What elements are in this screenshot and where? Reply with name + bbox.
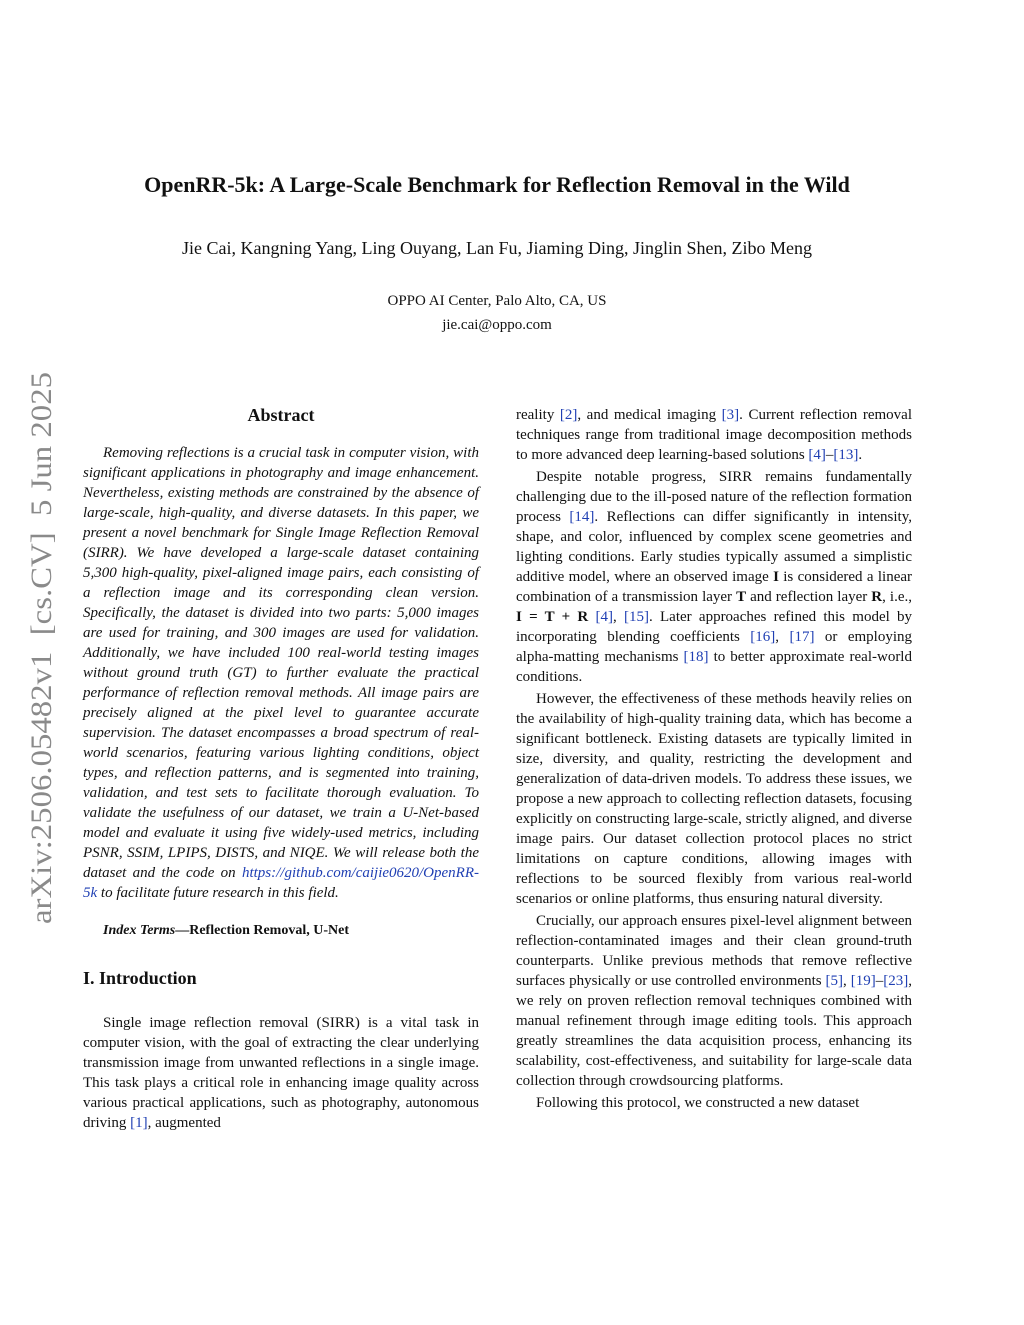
text-run: ,	[775, 629, 790, 645]
math-symbol-i: I	[773, 569, 779, 585]
intro-text-a: Single image reflection removal (SIRR) is a vital task in computer vision, with the goal of extracting the clear underlying transmission image from unwanted reflections in a single image. This task plays a critical role in enhancing image quality across various practical applications, such as photography, autonomous driving	[83, 1015, 479, 1131]
index-terms	[83, 921, 479, 941]
citation-link[interactable]: [17]	[789, 629, 815, 645]
index-terms-dash: —	[175, 923, 190, 938]
left-column	[83, 403, 479, 1133]
math-symbol-r: R	[871, 589, 883, 605]
paper-title: OpenRR-5k: A Large-Scale Benchmark for Reflection Removal in the Wild	[144, 172, 850, 197]
arxiv-sidebar-svg	[20, 368, 60, 928]
index-terms-value: Reflection Removal, U-Net	[189, 923, 349, 938]
citation-link[interactable]: [23]	[883, 973, 909, 989]
citation-link[interactable]: [14]	[569, 509, 595, 525]
text-run: is considered a linear combination of a transmission layer	[516, 569, 912, 605]
citation-link[interactable]: [3]	[721, 407, 740, 423]
text-run: to better approximate real-world conditions.	[516, 649, 912, 685]
right-column	[516, 405, 912, 1113]
citation-link[interactable]: [19]	[850, 973, 876, 989]
intro-paragraph	[83, 1013, 479, 1133]
abstract-heading: Abstract	[247, 405, 315, 425]
intro-text-b: , augmented	[147, 1115, 221, 1131]
citation-link[interactable]: [4]	[808, 447, 826, 463]
text-run: , and medical imaging	[577, 407, 722, 423]
math-equation: I = T + R	[516, 609, 589, 625]
text-run: –	[825, 447, 834, 463]
arxiv-sidebar-stamp	[20, 368, 60, 928]
text-run: , i.e.,	[882, 589, 912, 605]
abstract-text-end: to facilitate future research in this field.	[97, 885, 339, 901]
text-run: –	[875, 973, 884, 989]
right-paragraph-5: Following this protocol, we constructed a new dataset	[536, 1095, 860, 1111]
text-run: , we rely on proven reflection removal techniques combined with manual refinement through image editing tools. This approach greatly streamlines the data acquisition process, enhancing its scalability, cost-effectiveness, and suitability for large-scale data collection through crowdsourcing platforms.	[516, 973, 913, 1089]
right-paragraph-2	[516, 467, 912, 687]
affiliation: OPPO AI Center, Palo Alto, CA, US	[387, 293, 607, 309]
text-run	[588, 609, 595, 625]
citation-link[interactable]: [1]	[130, 1115, 148, 1131]
citation-link[interactable]: [4]	[595, 609, 613, 625]
citation-link[interactable]: [5]	[825, 973, 844, 989]
right-paragraph-3: However, the effectiveness of these methods heavily relies on the availability of high-quality training data, which has become a significant bottleneck. Existing datasets are typically limited in size, diversity, and quality, restricting the development and generalization of data-driven models. To address these issues, we propose a new approach to collecting reflection datasets, focusing explicitly on constructing large-scale, strictly aligned, and diverse image pairs. Our dataset collection protocol places no strict limitations on capture conditions, allowing images with reflections to be sourced flexibly from various real-world scenarios or online platforms, thus ensuring natural diversity.	[516, 691, 912, 907]
intro-heading: I. Introduction	[83, 968, 197, 988]
right-paragraph-4	[516, 911, 912, 1091]
citation-link[interactable]: [15]	[624, 609, 650, 625]
text-run: ,	[843, 973, 851, 989]
text-run: Crucially, our approach ensures pixel-level alignment between reflection-contaminated images and their clean ground-truth counterparts. Unlike previous methods that remove reflective surfaces physically or use controlled environments	[516, 913, 912, 989]
abstract-text	[83, 443, 479, 903]
text-run: .	[858, 447, 863, 463]
text-run: and reflection layer	[746, 589, 872, 605]
text-run: or employing alpha-matting mechanisms	[516, 629, 913, 665]
math-symbol-t: T	[736, 589, 747, 605]
text-run: Despite notable progress, SIRR remains fundamentally challenging due to the ill-posed nature of the reflection formation process	[516, 469, 912, 525]
affiliation-block	[60, 289, 934, 337]
index-terms-label: Index Terms	[103, 923, 176, 938]
right-paragraph-1	[516, 405, 912, 465]
citation-link[interactable]: [16]	[750, 629, 776, 645]
text-run: . Current reflection removal techniques range from traditional image decomposition methods to more advanced deep learning-based solutions	[516, 407, 912, 463]
author-list: Jie Cai, Kangning Yang, Ling Ouyang, Lan Fu, Jiaming Ding, Jinglin Shen, Zibo Meng	[182, 238, 812, 258]
author-email: jie.cai@oppo.com	[442, 317, 552, 333]
citation-link[interactable]: [2]	[559, 407, 578, 423]
text-run: . Reflections can differ significantly in intensity, shape, and color, influenced by complex scene geometries and lighting conditions. Early studies typically assumed a simplistic additive model, where an observed image	[516, 509, 912, 585]
abstract-text-main: Removing reflections is a crucial task in computer vision, with significant applications in photography and image enhancement. Nevertheless, existing methods are constrained by the absence of large-scale, high-quality, and diverse datasets. In this paper, we present a novel benchmark for Single Image Reflection Removal (SIRR). We have developed a large-scale dataset containing 5,300 high-quality, pixel-aligned image pairs, each consisting of a reflection image and its corresponding clean version. Specifically, the dataset is divided into two parts: 5,000 images are used for training, and 300 images are used for validation. Additionally, we have included 100 real-world testing images without ground truth (GT) to further evaluate the practical performance of reflection removal methods. All image pairs are precisely aligned at the pixel level to guarantee accurate supervision. The dataset encompasses a broad spectrum of real-world scenarios, featuring various lighting conditions, object types, and reflection patterns, and is segmented into training, validation, and test sets to facilitate thorough evaluation. To validate the usefulness of our dataset, we train a U-Net-based model and evaluate it using five widely-used metrics, including PSNR, SSIM, LPIPS, DISTS, and NIQE. We will release both the dataset and the code on	[83, 445, 479, 881]
text-run: reality	[516, 407, 560, 423]
citation-link[interactable]: [18]	[683, 649, 709, 665]
citation-link[interactable]: [13]	[833, 447, 859, 463]
arxiv-identifier: arXiv:2506.05482v1 [cs.CV] 5 Jun 2025	[25, 419, 58, 924]
text-run: ,	[613, 609, 625, 625]
github-link[interactable]: https://github.com/caijie0620/OpenRR-5k	[83, 865, 479, 901]
text-run: . Later approaches refined this model by incorporating blending coefficients	[516, 609, 913, 645]
